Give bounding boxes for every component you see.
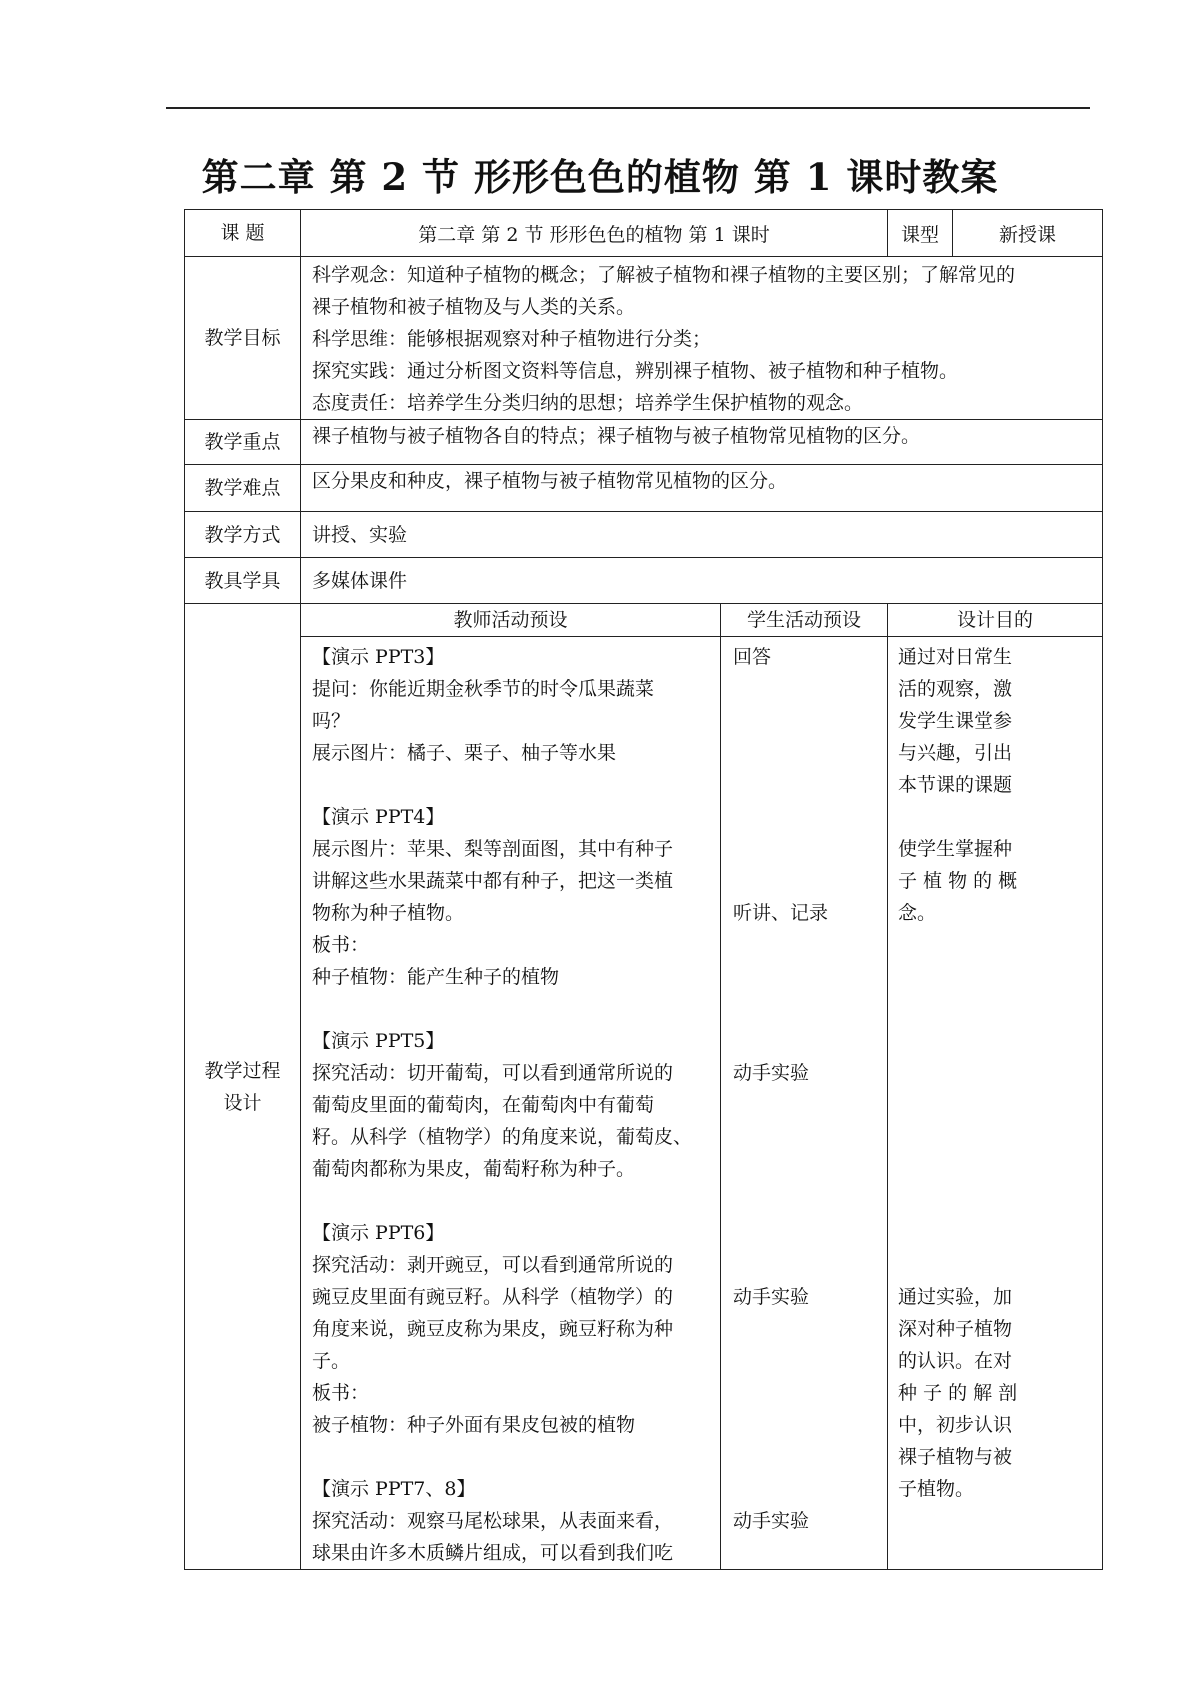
tools-text: 多媒体课件: [301, 558, 1103, 604]
teacher-activity-line: 【演示 PPT4】: [312, 806, 445, 828]
purpose-line: 子植物。: [898, 1478, 975, 1500]
teacher-activities: [301, 637, 721, 1570]
purpose-line: [898, 1153, 1094, 1185]
tools-label: 教具学具: [185, 558, 301, 604]
student-activity-line: [733, 769, 877, 801]
student-activity-line: 回答: [733, 646, 772, 668]
student-activity-line: [733, 1121, 877, 1153]
process-body-row: [185, 637, 1103, 1570]
purpose-line: 通过实验，加: [898, 1286, 1013, 1308]
teacher-activity-line: 探究活动：切开葡萄，可以看到通常所说的: [312, 1062, 674, 1084]
purpose-line: 念。: [898, 902, 937, 924]
purpose-line: 的认识。在对: [898, 1350, 1013, 1372]
student-activity-line: [733, 1249, 877, 1281]
student-activity-line: 动手实验: [733, 1510, 810, 1532]
document-title: 第二章 第 2 节 形形色色的植物 第 1 课时教案: [201, 155, 999, 199]
teacher-activity-line: 【演示 PPT6】: [312, 1222, 445, 1244]
teacher-activity-line: 【演示 PPT3】: [312, 646, 445, 668]
student-activity-line: [733, 961, 877, 993]
purpose-line: [898, 993, 1094, 1025]
process-label-line: 设计: [223, 1091, 262, 1114]
process-header-row: [185, 604, 1103, 637]
teacher-activity-line: 吗？: [312, 710, 351, 732]
student-activity-line: [733, 1409, 877, 1441]
difficulties-label: 教学难点: [185, 465, 301, 512]
teacher-activity-line: 物称为种子植物。: [312, 902, 465, 924]
student-activity-line: [733, 1313, 877, 1345]
student-activity-line: [733, 1473, 877, 1505]
student-activity-line: [733, 1345, 877, 1377]
methods-text: 讲授、实验: [301, 512, 1103, 558]
student-activity-line: [733, 1185, 877, 1217]
student-activity-line: 动手实验: [733, 1286, 810, 1308]
objectives-row: [185, 257, 1103, 420]
purpose-line: [898, 1217, 1094, 1249]
teacher-activity-line: 种子植物：能产生种子的植物: [312, 966, 560, 988]
purpose-line: 种 子 的 解 剖: [898, 1382, 1018, 1404]
student-activity-line: 听讲、记录: [733, 902, 829, 924]
student-activity-line: [733, 801, 877, 833]
student-activities: [721, 637, 888, 1570]
purpose-line: [898, 929, 1094, 961]
student-activity-line: [733, 1153, 877, 1185]
purpose-line: [898, 1121, 1094, 1153]
methods-row: [185, 512, 1103, 558]
student-activity-line: [733, 705, 877, 737]
teacher-activity-line: 板书：: [312, 1382, 370, 1404]
teacher-activity-line: 讲解这些水果蔬菜中都有种子，把这一类植: [312, 870, 674, 892]
purpose-line: 发学生课堂参: [898, 710, 1013, 732]
topic-row: [185, 210, 1103, 257]
teacher-activity-line: 豌豆皮里面有豌豆籽。从科学（植物学）的: [312, 1286, 674, 1308]
process-label: [185, 604, 301, 1570]
lesson-type-value: 新授课: [953, 210, 1103, 257]
teacher-activity-line: 提问：你能近期金秋季节的时令瓜果蔬菜: [312, 678, 655, 700]
teacher-activity-line: 板书：: [312, 934, 370, 956]
purpose-line: 深对种子植物: [898, 1318, 1013, 1340]
teacher-activity-line: [312, 1441, 710, 1473]
teacher-activity-line: [312, 993, 710, 1025]
purpose-line: 通过对日常生: [898, 646, 1013, 668]
purpose-line: 与兴趣，引出: [898, 742, 1013, 764]
teacher-activity-line: 被子植物：种子外面有果皮包被的植物: [312, 1414, 636, 1436]
difficulties-row: [185, 465, 1103, 512]
teacher-activity-line: 探究活动：剥开豌豆，可以看到通常所说的: [312, 1254, 674, 1276]
purpose-line: [898, 961, 1094, 993]
objective-line: 裸子植物和被子植物及与人类的关系。: [312, 296, 636, 318]
key-points-text: 裸子植物与被子植物各自的特点；裸子植物与被子植物常见植物的区分。: [301, 420, 1103, 465]
process-label-line: 教学过程: [204, 1059, 281, 1082]
teacher-activity-line: 葡萄皮里面的葡萄肉，在葡萄肉中有葡萄: [312, 1094, 655, 1116]
objectives-text: [301, 257, 1103, 420]
teacher-activity-line: [312, 1185, 710, 1217]
lesson-plan-table: [184, 209, 1103, 1570]
purpose-line: 子 植 物 的 概: [898, 870, 1018, 892]
purpose-line: [898, 1025, 1094, 1057]
student-activity-line: [733, 673, 877, 705]
teacher-activity-line: 展示图片：橘子、栗子、柚子等水果: [312, 742, 617, 764]
lesson-type-label: 课型: [888, 210, 953, 257]
purpose-column-header: 设计目的: [888, 604, 1103, 637]
key-points-row: [185, 420, 1103, 465]
purpose-line: 本节课的课题: [898, 774, 1013, 796]
purpose-line: 裸子植物与被: [898, 1446, 1013, 1468]
purpose-line: [898, 1185, 1094, 1217]
difficulties-text: 区分果皮和种皮，裸子植物与被子植物常见植物的区分。: [301, 465, 1103, 512]
objectives-label: 教学目标: [185, 257, 301, 420]
student-activity-line: [733, 1089, 877, 1121]
objective-line: 科学观念：知道种子植物的概念；了解被子植物和裸子植物的主要区别；了解常见的: [312, 264, 1016, 286]
tools-row: [185, 558, 1103, 604]
topic-label: 课 题: [185, 210, 301, 257]
purpose-line: [898, 1089, 1094, 1121]
student-activity-line: 动手实验: [733, 1062, 810, 1084]
teacher-activity-line: 球果由许多木质鳞片组成，可以看到我们吃: [312, 1542, 674, 1564]
teacher-activity-line: 【演示 PPT5】: [312, 1030, 445, 1052]
student-activity-line: [733, 833, 877, 865]
header-rule: [166, 107, 1090, 109]
student-activity-line: [733, 1025, 877, 1057]
objective-line: 态度责任：培养学生分类归纳的思想；培养学生保护植物的观念。: [312, 392, 864, 414]
student-activity-line: [733, 993, 877, 1025]
key-points-label: 教学重点: [185, 420, 301, 465]
student-activity-line: [733, 737, 877, 769]
objective-line: 探究实践：通过分析图文资料等信息，辨别裸子植物、被子植物和种子植物。: [312, 360, 959, 382]
teacher-activity-line: 【演示 PPT7、8】: [312, 1478, 476, 1500]
student-activity-line: [733, 929, 877, 961]
teacher-activity-line: [312, 769, 710, 801]
teacher-activity-line: 角度来说，豌豆皮称为果皮，豌豆籽称为种: [312, 1318, 674, 1340]
student-activity-line: [733, 1217, 877, 1249]
purpose-line: 中，初步认识: [898, 1414, 1013, 1436]
teacher-activity-line: 展示图片：苹果、梨等剖面图，其中有种子: [312, 838, 674, 860]
teacher-column-header: 教师活动预设: [301, 604, 721, 637]
purpose-line: [898, 1057, 1094, 1089]
student-activity-line: [733, 1377, 877, 1409]
purpose-line: 活的观察，激: [898, 678, 1013, 700]
teacher-activity-line: 子。: [312, 1350, 351, 1372]
student-activity-line: [733, 865, 877, 897]
topic-value: 第二章 第 2 节 形形色色的植物 第 1 课时: [301, 210, 888, 257]
student-column-header: 学生活动预设: [721, 604, 888, 637]
design-purpose: [888, 637, 1103, 1570]
purpose-line: 使学生掌握种: [898, 838, 1013, 860]
methods-label: 教学方式: [185, 512, 301, 558]
teacher-activity-line: 探究活动：观察马尾松球果，从表面来看，: [312, 1510, 674, 1532]
student-activity-line: [733, 1441, 877, 1473]
purpose-line: [898, 801, 1094, 833]
teacher-activity-line: 葡萄肉都称为果皮，葡萄籽称为种子。: [312, 1158, 636, 1180]
purpose-line: [898, 1249, 1094, 1281]
objective-line: 科学思维：能够根据观察对种子植物进行分类；: [312, 328, 712, 350]
teacher-activity-line: 籽。从科学（植物学）的角度来说，葡萄皮、: [312, 1126, 693, 1148]
